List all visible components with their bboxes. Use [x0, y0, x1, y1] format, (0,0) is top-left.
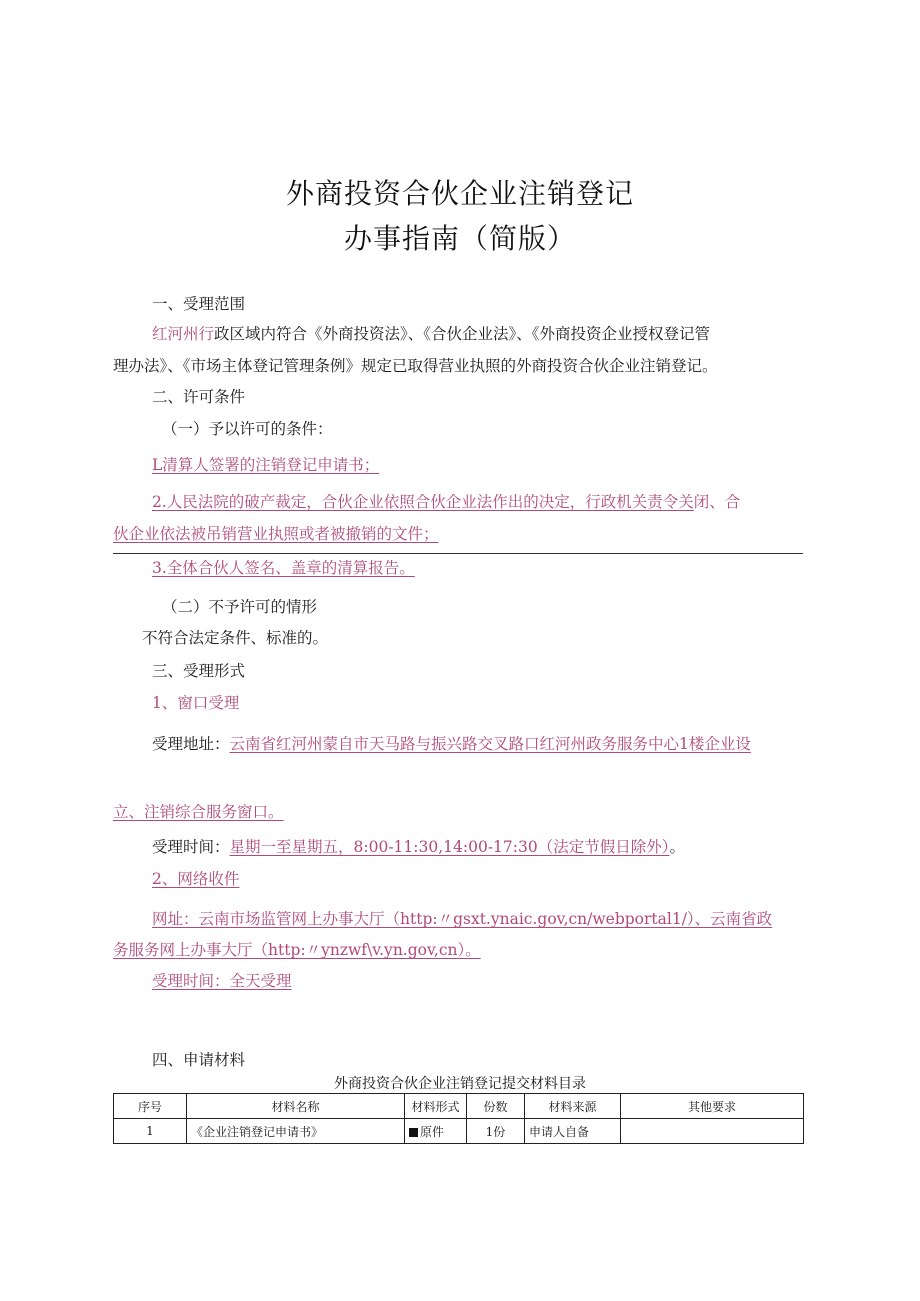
section2-sub2: （二）不予许可的情形 — [162, 598, 318, 616]
black-square-icon — [409, 1128, 418, 1137]
condition-item-1: L清算人签署的注销登记申请书； — [152, 456, 380, 474]
section4-heading: 四、申请材料 — [152, 1051, 246, 1069]
cell-name: 《企业注销登记申请书》 — [187, 1119, 405, 1144]
condition-item-2-line1 — [152, 492, 740, 512]
table-row — [114, 1119, 804, 1144]
document-title: 外商投资合伙企业注销登记 — [285, 177, 634, 210]
cell-other — [621, 1119, 804, 1144]
address-value: 云南省红河州蒙自市天马路与振兴路交叉路口红河州政务服务中心1楼企业设 — [229, 735, 751, 753]
condition-item-2-tail: 闭、合 — [693, 493, 741, 511]
online-time: 受理时间：全天受理 — [152, 972, 292, 990]
cell-form — [405, 1119, 467, 1144]
web-line1: 网址：云南市场监管网上办事大厅（http:〃gsxt.ynaic.gov,cn/webportal1/）、云南省政 — [152, 910, 773, 928]
materials-table — [113, 1093, 804, 1144]
time-value: 星期一至星期五，8:00-11:30,14:00-17:30（法定节假日除外） — [229, 838, 670, 856]
section2-sub2-text: 不符合法定条件、标准的。 — [142, 629, 329, 647]
condition-item-2-line2: 伙企业依法被吊销营业执照或者被撤销的文件； — [113, 525, 439, 543]
column-header: 份数 — [467, 1094, 525, 1119]
column-header: 材料名称 — [187, 1094, 405, 1119]
section1-text-rest: 政区域内符合《外商投资法》、《合伙企业法》、《外商投资企业授权登记管 — [214, 325, 711, 343]
web-line2: 务服务网上办事大厅（http:〃ynzwf\v.yn.gov,cn）。 — [113, 941, 481, 959]
section3-heading: 三、受理形式 — [152, 662, 246, 680]
address-line1 — [152, 734, 751, 754]
section1-text-line1 — [152, 324, 710, 344]
condition-item-2-pink: 2.人民法院的破产裁定，合伙企业依照合伙企业法作出的决定，行政机关责令关 — [152, 493, 694, 511]
horizontal-rule — [113, 553, 803, 554]
table-title: 外商投资合伙企业注销登记提交材料目录 — [334, 1076, 586, 1092]
cell-copies: 1份 — [467, 1119, 525, 1144]
address-line2: 立、注销综合服务窗口。 — [113, 803, 284, 821]
cell-form-text: 原件 — [420, 1124, 445, 1139]
column-header: 材料形式 — [405, 1094, 467, 1119]
cell-no: 1 — [114, 1119, 187, 1144]
time-label: 受理时间： — [152, 838, 230, 856]
section2-sub1: （一）予以许可的条件： — [162, 420, 333, 438]
window-heading: 1、窗口受理 — [152, 694, 240, 712]
time-line — [152, 837, 685, 857]
online-heading: 2、网络收件 — [152, 870, 240, 888]
address-label: 受理地址： — [152, 735, 230, 753]
column-header: 序号 — [114, 1094, 187, 1119]
section1-text-line2: 理办法》、《市场主体登记管理条例》规定已取得营业执照的外商投资合伙企业注销登记。 — [113, 357, 718, 375]
section2-heading: 二、许可条件 — [152, 388, 246, 406]
section1-region: 红河州行 — [152, 325, 215, 343]
table-header-row — [114, 1094, 804, 1119]
time-tail: 。 — [669, 838, 685, 856]
section1-heading: 一、受理范围 — [152, 295, 246, 313]
column-header: 材料来源 — [525, 1094, 621, 1119]
condition-item-3: 3.全体合伙人签名、盖章的清算报告。 — [152, 559, 415, 577]
column-header: 其他要求 — [621, 1094, 804, 1119]
cell-source: 申请人自备 — [525, 1119, 621, 1144]
document-subtitle: 办事指南（简版） — [343, 222, 576, 255]
